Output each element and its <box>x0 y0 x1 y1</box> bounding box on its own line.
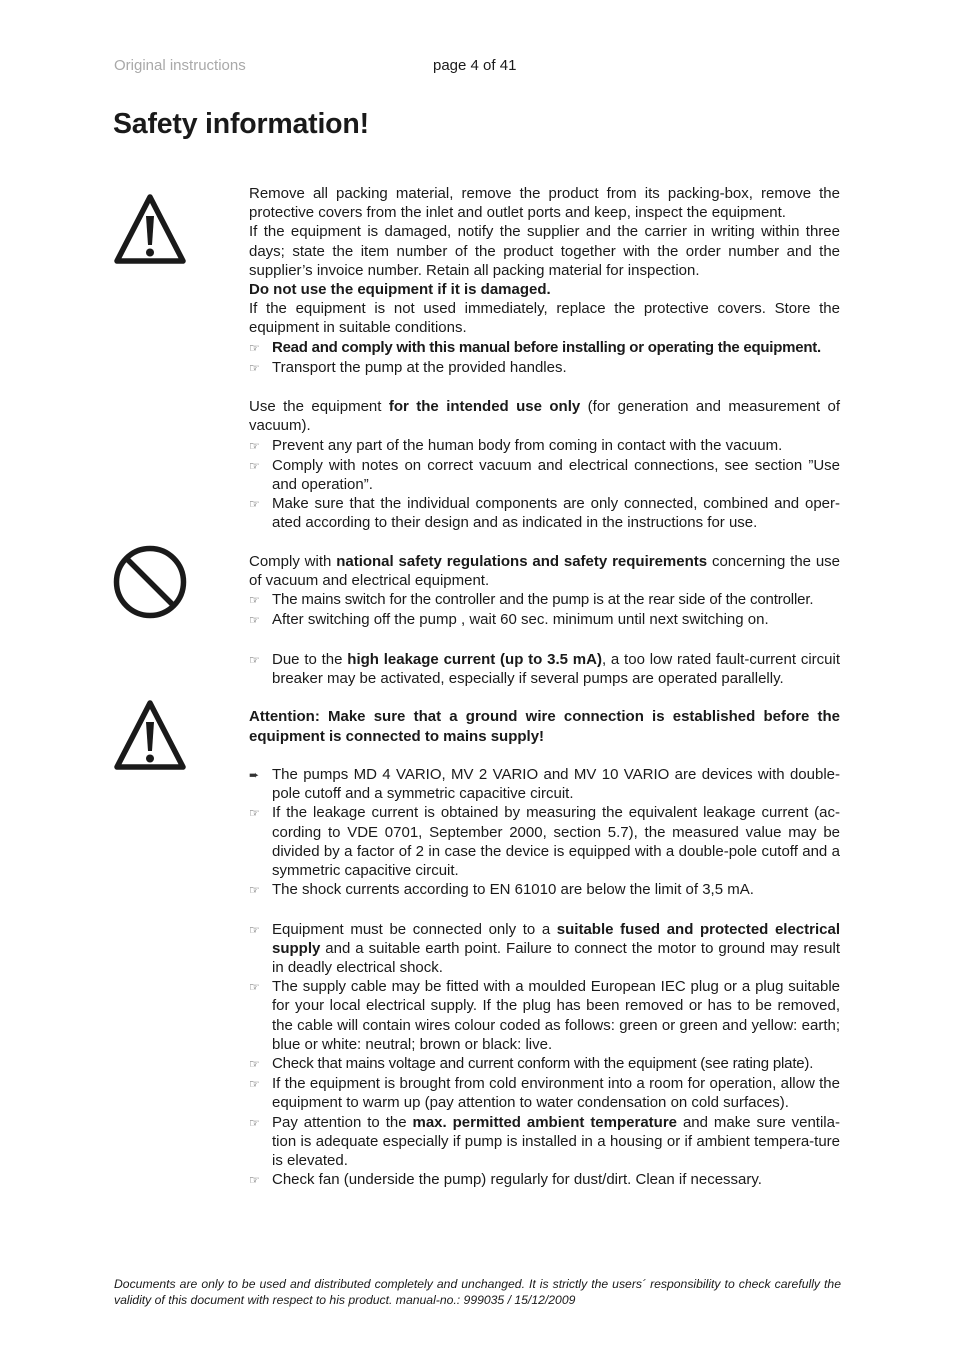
list-item: ☞ The shock currents according to EN 61010 are below the limit of 3,5 mA. <box>249 880 840 900</box>
paragraph: Use the equipment for the intended use only (for generation and measurement of vacuum). <box>249 398 840 435</box>
list-item: ☞ Check fan (underside the pump) regularly for dust/dirt. Clean if necessary. <box>249 1170 840 1190</box>
hand-pointer-icon: ☞ <box>249 652 260 667</box>
paragraph: If the equipment is damaged, notify the supplier and the carrier in writing within three days; state the item number of the product together with the order number and the supplier’s invoice number. Retain all packing material for inspection. <box>249 223 840 279</box>
hand-pointer-icon: ☞ <box>249 438 260 453</box>
hand-pointer-icon: ☞ <box>249 1115 260 1130</box>
list-item: ☞ Prevent any part of the human body from coming in contact with the vacuum. <box>249 436 840 456</box>
list-item: ➨ The pumps MD 4 VARIO, MV 2 VARIO and MV 10 VARIO are devices with double-pole cutoff and a symmetric capacitive circuit. <box>249 766 840 803</box>
list-item: ☞ Due to the high leakage current (up to 3.5 mA), a too low rated fault-current circuit breaker may be activated, especially if several pumps are operated parallelly. <box>249 650 840 688</box>
paragraph: Comply with national safety regulations and safety requirements concerning the use of vacuum and electrical equipment. <box>249 552 841 590</box>
safety-content <box>249 184 840 1190</box>
arrow-right-icon: ➨ <box>249 768 260 783</box>
list-item: ☞ Pay attention to the max. permitted ambient temperature and make sure ventila-tion is adequate especially if pump is installed in a housing or if ambient tempera-ture is elevated. <box>249 1113 840 1170</box>
prohibition-icon <box>113 545 187 619</box>
paragraph: If the equipment is not used immediately, replace the protective covers. Store the equipment in suitable conditions. <box>249 300 840 337</box>
list-item: ☞ Make sure that the individual components are only connected, combined and oper-ated according to their design and as indicated in the instructions for use. <box>249 495 840 532</box>
hand-pointer-icon: ☞ <box>249 1057 260 1072</box>
hand-pointer-icon: ☞ <box>249 922 260 937</box>
list-item: ☞ Comply with notes on correct vacuum and electrical connections, see section ”Use and operation”. <box>249 456 840 494</box>
header-document-type: Original instructions <box>114 57 246 74</box>
page-title: Safety information! <box>113 108 369 140</box>
hand-pointer-icon: ☞ <box>249 458 260 473</box>
hand-pointer-icon: ☞ <box>249 340 260 355</box>
hand-pointer-icon: ☞ <box>249 806 260 821</box>
hand-pointer-icon: ☞ <box>249 613 260 628</box>
footer-disclaimer: Documents are only to be used and distributed completely and unchanged. It is strictly the users´ responsibility to check carefully the validity of this document with respect to his product. manual-no.: 999035 / 15/12/2009 <box>114 1277 841 1307</box>
paragraph-bold: Do not use the equipment if it is damaged. <box>249 281 551 299</box>
list-item: ☞ If the leakage current is obtained by measuring the equivalent leakage current (ac-cording to VDE 0701, September 2000, section 5.7), the measured value may be divided by a factor of 2 in case the device is equipped with a double-pole cutoff and a symmetric capacitive circuit. <box>249 804 840 880</box>
warning-triangle-icon <box>113 192 187 267</box>
hand-pointer-icon: ☞ <box>249 497 260 512</box>
hand-pointer-icon: ☞ <box>249 1173 260 1188</box>
paragraph: Remove all packing material, remove the product from its packing-box, remove the protective covers from the inlet and outlet ports and keep, inspect the equipment. <box>249 185 840 222</box>
list-item: ☞ Check that mains voltage and current conform with the equipment (see rating plate). <box>249 1054 840 1074</box>
hand-pointer-icon: ☞ <box>249 883 260 898</box>
hand-pointer-icon: ☞ <box>249 360 260 375</box>
header-page-number: page 4 of 41 <box>433 57 517 74</box>
hand-pointer-icon: ☞ <box>249 593 260 608</box>
warning-triangle-icon <box>113 698 187 773</box>
list-item: ☞ Read and comply with this manual before installing or operating the equipment. <box>249 338 840 358</box>
list-item: ☞ After switching off the pump , wait 60 sec. minimum until next switching on. <box>249 610 840 630</box>
attention-notice: Attention: Make sure that a ground wire connection is established before the equipment is connected to mains supply! <box>249 708 840 745</box>
list-item: ☞ The mains switch for the controller and the pump is at the rear side of the controller. <box>249 590 840 610</box>
list-item: ☞ Equipment must be connected only to a suitable fused and protected electrical supply and a suitable earth point. Failure to connect the motor to ground may result in deadly electrical shock. <box>249 920 840 977</box>
list-item: ☞ The supply cable may be fitted with a moulded European IEC plug or a plug suitable for your local electrical supply. If the plug has been removed or has to be removed, the cable will contain wires colour coded as follows: green or green and yellow: earth; blue or white: neutral; brown or black: live. <box>249 978 840 1053</box>
hand-pointer-icon: ☞ <box>249 980 260 995</box>
list-item: ☞ If the equipment is brought from cold environment into a room for operation, allow the equipment to warm up (pay attention to water condensation on cold surfaces). <box>249 1075 840 1112</box>
list-item: ☞ Transport the pump at the provided handles. <box>249 358 840 378</box>
hand-pointer-icon: ☞ <box>249 1077 260 1092</box>
